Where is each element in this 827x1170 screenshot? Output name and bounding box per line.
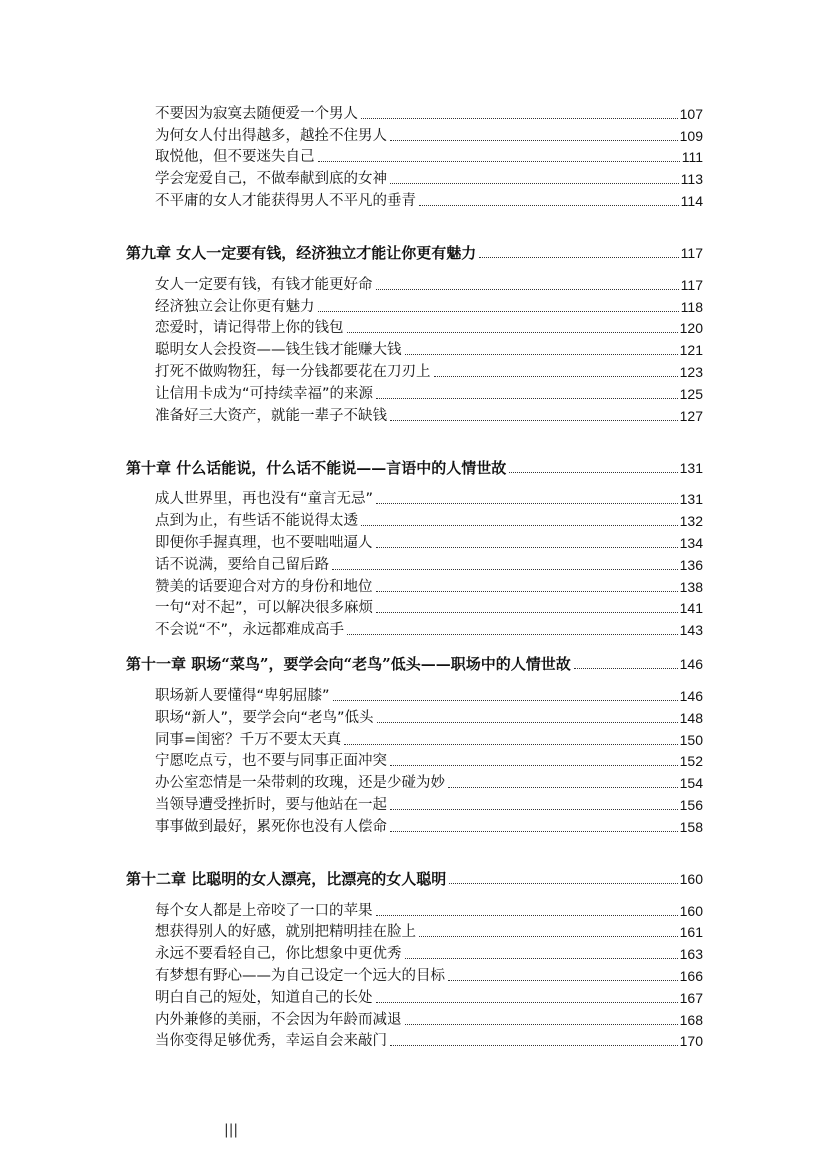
leader-dots <box>333 700 678 701</box>
toc-entry[interactable] <box>126 487 703 509</box>
chapter-9-heading[interactable] <box>126 238 703 262</box>
toc-entry-title: 每个女人都是上帝咬了一口的苹果 <box>155 902 373 919</box>
toc-entry-title: 不要因为寂寞去随便爱一个男人 <box>155 105 358 122</box>
leader-dots <box>347 332 678 333</box>
page-number: 170 <box>679 1033 703 1050</box>
leader-dots <box>448 787 678 788</box>
toc-group-11 <box>126 683 703 836</box>
toc-entry-title: 学会宠爱自己，不做奉献到底的女神 <box>155 171 387 188</box>
toc-entry-title: 永远不要看轻自己，你比想象中更优秀 <box>155 946 402 963</box>
toc-entry-title: 即便你手握真理，也不要咄咄逼人 <box>155 534 373 551</box>
page-number: 166 <box>679 967 703 984</box>
toc-entry-title: 不会说“不”，永远都难成高手 <box>155 622 345 639</box>
toc-group-10 <box>126 487 703 640</box>
toc-entry[interactable] <box>126 272 703 294</box>
toc-entry-title: 同事=闺密？千万不要太天真 <box>155 731 342 748</box>
leader-dots <box>509 472 677 473</box>
leader-dots <box>449 883 677 884</box>
toc-entry-title: 打死不做购物狂，每一分钱都要花在刀刃上 <box>155 363 431 380</box>
leader-dots <box>390 420 678 421</box>
page-number: 148 <box>679 709 703 726</box>
page-number: 131 <box>679 459 703 476</box>
toc-entry-title: 宁愿吃点亏，也不要与同事正面冲突 <box>155 753 387 770</box>
toc-entry[interactable] <box>126 166 703 188</box>
toc-entry[interactable] <box>126 381 703 403</box>
page-number: 156 <box>679 796 703 813</box>
page-number: 160 <box>679 870 703 887</box>
page-number: 127 <box>679 407 703 424</box>
toc-entry[interactable] <box>126 596 703 618</box>
leader-dots <box>376 591 678 592</box>
toc-entry[interactable] <box>126 294 703 316</box>
toc-entry[interactable] <box>126 792 703 814</box>
toc-entry[interactable] <box>126 145 703 167</box>
page-number: 168 <box>679 1011 703 1028</box>
page-number: 113 <box>680 171 703 188</box>
leader-dots <box>434 376 678 377</box>
page-number: 152 <box>679 753 703 770</box>
leader-dots <box>376 547 678 548</box>
leader-dots <box>347 634 678 635</box>
toc-entry-title: 聪明女人会投资——钱生钱才能赚大钱 <box>155 342 402 359</box>
toc-entry-title: 准备好三大资产，就能一辈子不缺钱 <box>155 407 387 424</box>
leader-dots <box>376 398 678 399</box>
page-number: 150 <box>679 731 703 748</box>
page-number: 120 <box>679 320 703 337</box>
chapter-title: 第九章 女人一定要有钱，经济独立才能让你更有魅力 <box>126 243 477 262</box>
leader-dots <box>405 958 678 959</box>
page-number: 117 <box>680 244 703 261</box>
toc-entry[interactable] <box>126 403 703 425</box>
toc-entry-title: 想获得别人的好感，就别把精明挂在脸上 <box>155 924 416 941</box>
toc-entry[interactable] <box>126 359 703 381</box>
leader-dots <box>376 289 679 290</box>
leader-dots <box>390 831 678 832</box>
page-number: 121 <box>679 342 703 359</box>
page-number: 132 <box>679 513 703 530</box>
toc-entry[interactable] <box>126 749 703 771</box>
toc-entry[interactable] <box>126 101 703 123</box>
toc-entry[interactable] <box>126 941 703 963</box>
leader-dots <box>344 744 677 745</box>
leader-dots <box>448 980 678 981</box>
page-number: 131 <box>679 491 703 508</box>
chapter-11-heading[interactable] <box>126 649 703 673</box>
toc-entry[interactable] <box>126 770 703 792</box>
leader-dots <box>318 161 680 162</box>
toc-entry-title: 内外兼修的美丽，不会因为年龄而减退 <box>155 1011 402 1028</box>
toc-entry-title: 点到为止，有些话不能说得太透 <box>155 513 358 530</box>
toc-entry-title: 职场“新人”，要学会向“老鸟”低头 <box>155 709 374 726</box>
toc-entry-title: 为何女人付出得越多，越拴不住男人 <box>155 127 387 144</box>
toc-entry-title: 女人一定要有钱，有钱才能更好命 <box>155 276 373 293</box>
page-number: 158 <box>679 818 703 835</box>
leader-dots <box>390 140 678 141</box>
page-number: 114 <box>680 192 703 209</box>
toc-entry-title: 不平庸的女人才能获得男人不平凡的垂青 <box>155 192 416 209</box>
leader-dots <box>332 569 678 570</box>
leader-dots <box>419 936 678 937</box>
toc-entry[interactable] <box>126 316 703 338</box>
toc-entry[interactable] <box>126 508 703 530</box>
toc-entry[interactable] <box>126 963 703 985</box>
toc-entry[interactable] <box>126 1007 703 1029</box>
leader-dots <box>377 722 678 723</box>
page-number: 107 <box>679 105 703 122</box>
page-number: 123 <box>679 363 703 380</box>
toc-entry[interactable] <box>126 898 703 920</box>
toc-entry-title: 当领导遭受挫折时，要与他站在一起 <box>155 796 387 813</box>
toc-entry[interactable] <box>126 683 703 705</box>
chapter-10-heading[interactable] <box>126 453 703 477</box>
toc-entry-title: 办公室恋情是一朵带刺的玫瑰，还是少碰为妙 <box>155 775 445 792</box>
toc-entry[interactable] <box>126 727 703 749</box>
toc-entry-title: 当你变得足够优秀，幸运自会来敲门 <box>155 1033 387 1050</box>
toc-entry-title: 赞美的话要迎合对方的身份和地位 <box>155 578 373 595</box>
chapter-title: 第十一章 职场“菜鸟”，要学会向“老鸟”低头——职场中的人情世故 <box>126 655 571 674</box>
page-number: 125 <box>679 385 703 402</box>
toc-entry-title: 事事做到最好，累死你也没有人偿命 <box>155 818 387 835</box>
toc-entry[interactable] <box>126 188 703 210</box>
leader-dots <box>390 1045 678 1046</box>
leader-dots <box>376 612 678 613</box>
leader-dots <box>405 354 678 355</box>
toc-entry[interactable] <box>126 123 703 145</box>
toc-entry-title: 让信用卡成为“可持续幸福”的来源 <box>155 385 374 402</box>
toc-entry-title: 经济独立会让你更有魅力 <box>155 298 315 315</box>
leader-dots <box>376 1002 678 1003</box>
leader-dots <box>318 311 679 312</box>
chapter-title: 第十二章 比聪明的女人漂亮，比漂亮的女人聪明 <box>126 869 447 888</box>
page-number: 161 <box>679 924 703 941</box>
page-number: 146 <box>679 656 703 673</box>
page-number: 111 <box>681 149 703 166</box>
leader-dots <box>361 118 678 119</box>
toc-entry[interactable] <box>126 552 703 574</box>
toc-entry[interactable] <box>126 705 703 727</box>
toc-entry-title: 明白自己的短处，知道自己的长处 <box>155 989 373 1006</box>
table-of-contents <box>126 101 703 1050</box>
page-number: 118 <box>680 298 703 315</box>
page-number: 154 <box>679 775 703 792</box>
page-number: 141 <box>679 600 703 617</box>
chapter-12-heading[interactable] <box>126 864 703 888</box>
page-number: 143 <box>679 622 703 639</box>
toc-entry[interactable] <box>126 920 703 942</box>
toc-entry-title: 成人世界里，再也没有“童言无忌” <box>155 491 374 508</box>
toc-entry-title: 有梦想有野心——为自己设定一个远大的目标 <box>155 967 445 984</box>
leader-dots <box>361 525 678 526</box>
page-number: 109 <box>679 127 703 144</box>
page-number: 160 <box>679 902 703 919</box>
leader-dots <box>390 183 679 184</box>
leader-dots <box>479 257 678 258</box>
toc-entry[interactable] <box>126 617 703 639</box>
page-number: 117 <box>680 276 703 293</box>
leader-dots <box>574 668 678 669</box>
page-number: 167 <box>679 989 703 1006</box>
leader-dots <box>390 765 678 766</box>
toc-entry-title: 恋爱时，请记得带上你的钱包 <box>155 320 344 337</box>
leader-dots <box>419 205 679 206</box>
page-number: 134 <box>679 534 703 551</box>
toc-entry[interactable] <box>126 530 703 552</box>
page-number: 138 <box>679 578 703 595</box>
toc-entry[interactable] <box>126 814 703 836</box>
page-footer-marker: ||| <box>224 1122 239 1138</box>
toc-entry-title: 取悦他，但不要迷失自己 <box>155 149 315 166</box>
leader-dots <box>405 1024 678 1025</box>
toc-entry[interactable] <box>126 985 703 1007</box>
toc-entry[interactable] <box>126 337 703 359</box>
page-number: 163 <box>679 946 703 963</box>
toc-entry[interactable] <box>126 574 703 596</box>
page-number: 146 <box>679 687 703 704</box>
leader-dots <box>376 915 678 916</box>
leader-dots <box>390 809 678 810</box>
chapter-title: 第十章 什么话能说，什么话不能说——言语中的人情世故 <box>126 458 507 477</box>
toc-group-9 <box>126 272 703 425</box>
toc-entry-title: 一句“对不起”，可以解决很多麻烦 <box>155 600 374 617</box>
toc-entry-title: 话不说满，要给自己留后路 <box>155 556 329 573</box>
leader-dots <box>376 503 678 504</box>
page-number: 136 <box>679 556 703 573</box>
toc-entry[interactable] <box>126 1029 703 1051</box>
toc-group-0 <box>126 101 703 210</box>
toc-group-12 <box>126 898 703 1051</box>
toc-entry-title: 职场新人要懂得“卑躬屈膝” <box>155 687 330 704</box>
